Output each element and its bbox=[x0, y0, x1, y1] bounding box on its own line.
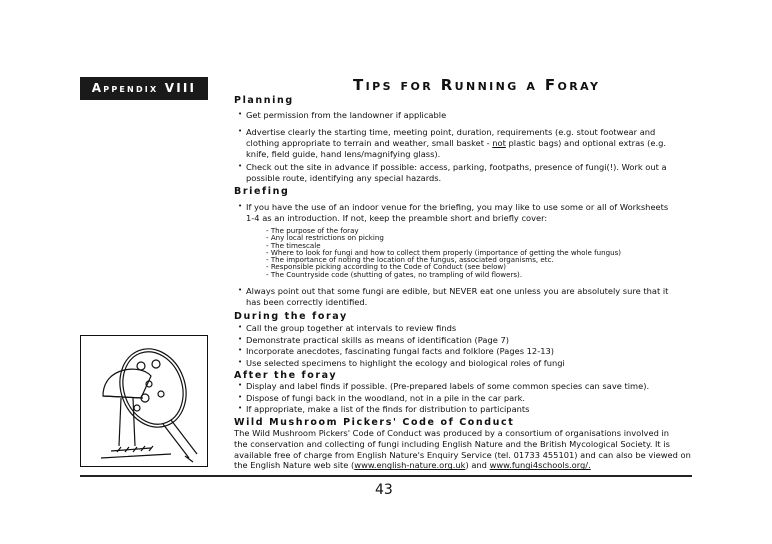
mushroom-illustration bbox=[80, 335, 208, 467]
page-number: 43 bbox=[375, 482, 393, 498]
heading-during: During the foray bbox=[234, 311, 348, 322]
sublist-item: - The purpose of the foray bbox=[266, 226, 359, 235]
heading-briefing: Briefing bbox=[234, 186, 290, 197]
bullet-text: • Always point out that some fungi are edible, but NEVER eat one unless you are absolutely sure that it bbox=[246, 286, 668, 297]
mushroom-drawing-icon bbox=[81, 336, 207, 466]
list-item: • Use selected specimens to highlight the ecology and biological roles of fungi bbox=[246, 358, 565, 370]
footer-divider bbox=[80, 475, 692, 477]
bullet-text: • If you have the use of an indoor venue for the briefing, you may like to use some or all of Worksheets bbox=[246, 202, 668, 213]
planning-bullet-1 bbox=[246, 110, 446, 121]
list-item: • If appropriate, make a list of the finds for distribution to participants bbox=[246, 404, 649, 416]
bullet-text: • Check out the site in advance if possible: access, parking, footpaths, presence of fungi(!). Work out a bbox=[246, 162, 667, 173]
after-list bbox=[246, 381, 649, 416]
fungi4schools-link[interactable]: www.fungi4schools.org/. bbox=[489, 460, 591, 471]
list-item: • Demonstrate practical skills as means of identification (Page 7) bbox=[246, 335, 565, 347]
list-item: • Dispose of fungi back in the woodland, not in a pile in the car park. bbox=[246, 393, 649, 405]
list-item: • Display and label finds if possible. (Pre-prepared labels of some common species can save time). bbox=[246, 381, 649, 393]
text: ) and bbox=[465, 460, 490, 471]
text: the English Nature web site ( bbox=[234, 460, 355, 471]
bullet-text-line: 1-4 as an introduction. If not, keep the preamble short and briefly cover: bbox=[246, 213, 548, 223]
text: clothing appropriate to terrain and weather, small basket - bbox=[246, 138, 493, 148]
sublist-item: - Any local restrictions on picking bbox=[266, 233, 384, 243]
text-line: available free of charge from English Nature's Enquiry Service (tel. 01733 455101) and can also be viewed on bbox=[234, 449, 691, 460]
bullet-text-line: possible route, identifying any special hazards. bbox=[246, 173, 442, 183]
page-title: Tips for Running a Foray bbox=[353, 76, 601, 94]
list-item: • Incorporate anecdotes, fascinating fungal facts and folklore (Pages 12-13) bbox=[246, 346, 565, 358]
text-line bbox=[234, 460, 691, 471]
sublist-item: - Where to look for fungi and how to collect them properly (importance of getting the whole fungus) bbox=[266, 247, 622, 257]
sublist-item: - The timescale bbox=[266, 240, 321, 250]
planning-bullet-2 bbox=[246, 127, 666, 160]
briefing-sublist bbox=[266, 227, 621, 278]
appendix-label: Appendix VIII bbox=[80, 77, 208, 100]
heading-after: After the foray bbox=[234, 370, 338, 381]
bullet-text-line bbox=[246, 138, 666, 149]
briefing-bullet-2 bbox=[246, 286, 668, 308]
heading-planning: Planning bbox=[234, 95, 294, 106]
planning-bullet-3 bbox=[246, 162, 667, 184]
bullet-text: • Advertise clearly the starting time, meeting point, duration, requirements (e.g. stout footwear and bbox=[246, 127, 666, 138]
bullet-text-line: has been correctly identified. bbox=[246, 297, 368, 307]
text-line: the conservation and collecting of fungi including English Nature and the British Mycological Society. It is bbox=[234, 438, 670, 449]
sublist-item: - The Countryside code (shutting of gates, no trampling of wild flowers). bbox=[266, 269, 523, 279]
english-nature-link[interactable]: www.english-nature.org.uk bbox=[354, 460, 466, 471]
text: plastic bags) and optional extras (e.g. bbox=[505, 138, 667, 148]
bullet-text: • Get permission from the landowner if applicable bbox=[246, 110, 446, 121]
sublist-item: - Responsible picking according to the Code of Conduct (see below) bbox=[266, 262, 506, 272]
heading-code-of-conduct: Wild Mushroom Pickers' Code of Conduct bbox=[234, 417, 515, 428]
list-item: • Call the group together at intervals to review finds bbox=[246, 323, 565, 335]
sublist-item: - The importance of noting the location of the fungus, associated organisms, etc. bbox=[266, 255, 554, 265]
text-line: The Wild Mushroom Pickers' Code of Conduct was produced by a consortium of organisations involved in bbox=[234, 428, 670, 438]
emphasis-not: not bbox=[492, 138, 506, 148]
code-paragraph bbox=[234, 428, 691, 471]
bullet-text-line: knife, field guide, hand lens/magnifying glass). bbox=[246, 149, 441, 159]
briefing-bullet-1 bbox=[246, 202, 668, 224]
during-list bbox=[246, 323, 565, 369]
